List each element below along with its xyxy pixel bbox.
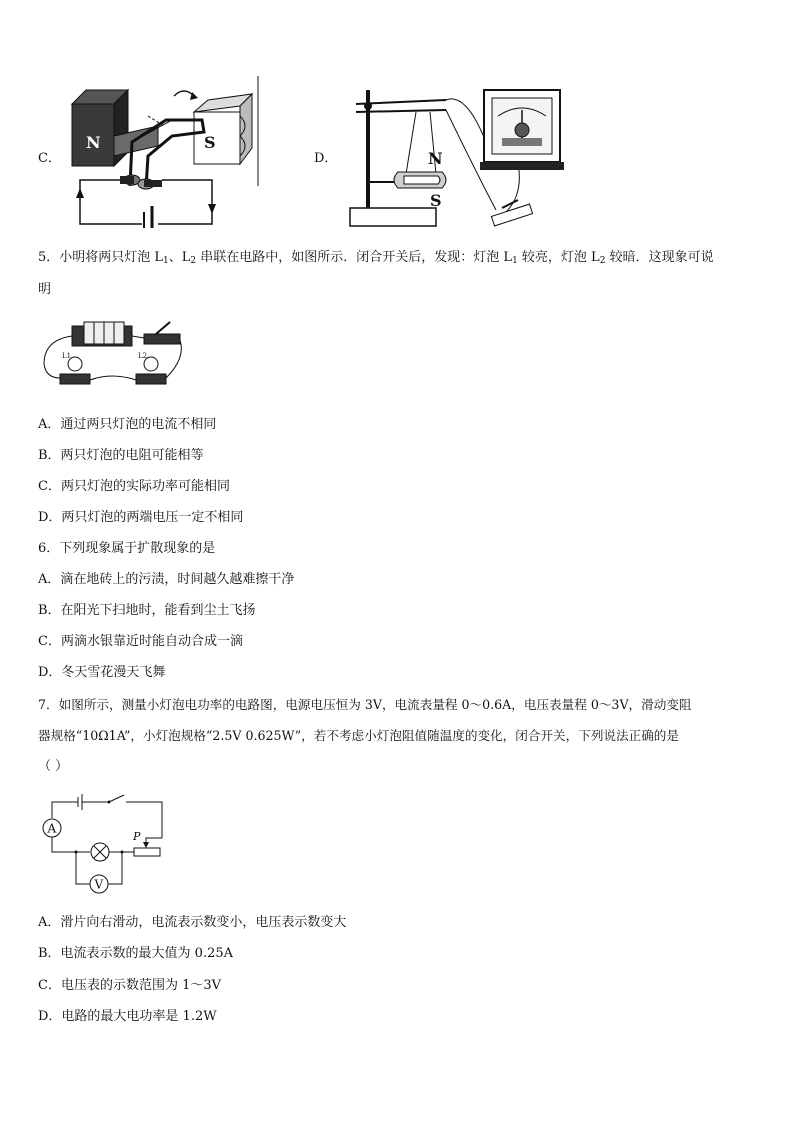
- magnet-n-label: N: [428, 149, 443, 168]
- q7-option-d: D．电路的最大电功率是 1.2W: [38, 1009, 217, 1024]
- q5-option-a: A．通过两只灯泡的电流不相同: [38, 417, 217, 432]
- bulb-l2-label: L2: [138, 352, 148, 360]
- ammeter-label: A: [47, 821, 57, 836]
- voltmeter-label: V: [94, 877, 104, 892]
- magnet-n-label: N: [86, 133, 101, 152]
- q5-stem: 5．小明将两只灯泡 $L_1$、$L_2$ 串联在电路中，如图所示．闭合开关后，发现：灯泡 $L_1$ 较亮，灯泡 $L_2$ 较暗．这现象可说: [38, 250, 714, 266]
- q5-circuit-figure: [40, 318, 188, 392]
- q6-option-c: C．两滴水银靠近时能自动合成一滴: [38, 634, 243, 649]
- slider-p-label: P: [133, 830, 141, 843]
- q7-answer-blank: （ ）: [38, 759, 69, 774]
- q4-option-d-label: D．: [314, 151, 338, 166]
- q7-circuit-diagram: [40, 794, 170, 894]
- q7-option-c: C．电压表的示数范围为 1～3V: [38, 978, 222, 993]
- q7-stem-line2: 器规格“10Ω1A”，小灯泡规格“2.5V 0.625W”，若不考虑小灯泡阻值随温度的变化，闭合开关，下列说法正确的是: [38, 728, 679, 743]
- q6-option-d: D．冬天雪花漫天飞舞: [38, 665, 166, 680]
- q7-option-a: A．滑片向右滑动，电流表示数变小，电压表示数变大: [38, 915, 347, 930]
- q6-option-a: A．滴在地砖上的污渍，时间越久越难擦干净: [38, 572, 295, 587]
- q4-option-c-label: C．: [38, 151, 61, 166]
- q7-stem-line1: 7．如图所示，测量小灯泡电功率的电路图，电源电压恒为 3V，电流表量程 0～0.6A，电压表量程 0～3V，滑动变阻: [38, 697, 692, 712]
- q5-option-b: B．两只灯泡的电阻可能相等: [38, 448, 204, 463]
- magnet-s-label: S: [204, 133, 216, 152]
- q5-option-c: C．两只灯泡的实际功率可能相同: [38, 479, 230, 494]
- q5-option-d: D．两只灯泡的两端电压一定不相同: [38, 510, 244, 525]
- q4-figure-c-generator: [62, 76, 262, 228]
- q6-stem: 6．下列现象属于扩散现象的是: [38, 541, 216, 556]
- magnet-s-label: S: [430, 191, 442, 210]
- bulb-l1-label: L1: [62, 352, 72, 360]
- q6-option-b: B．在阳光下扫地时，能看到尘土飞扬: [38, 603, 256, 618]
- q7-option-b: B．电流表示数的最大值为 0.25A: [38, 946, 234, 961]
- q4-figure-d-galvanometer: [346, 82, 570, 232]
- q5-stem-line2: 明: [38, 282, 52, 297]
